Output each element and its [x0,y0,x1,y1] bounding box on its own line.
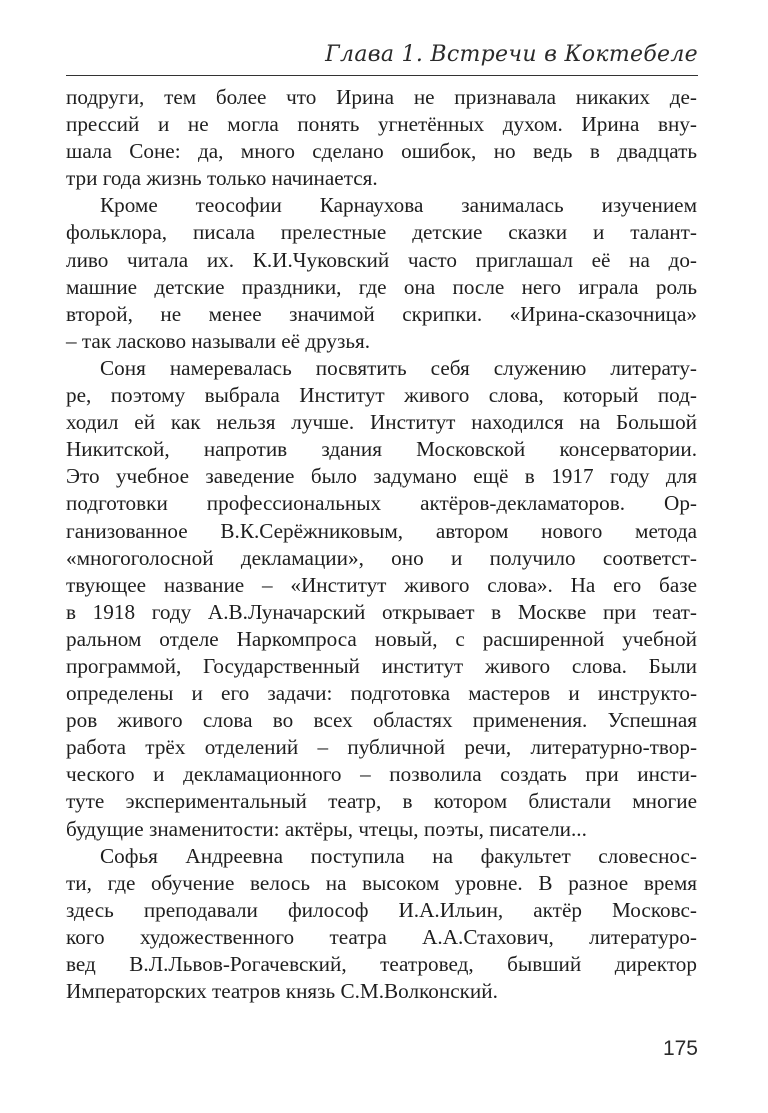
text-line: ре, поэтому выбрала Институт живого слова, который под- [66,383,697,408]
chapter-title: Глава 1. Встречи в Коктебеле [325,42,698,67]
text-line: фольклора, писала прелестные детские сказки и талант- [66,220,697,245]
text-line: – так ласково называли её друзья. [66,328,371,353]
text-line: Императорских театров князь С.М.Волконский. [66,979,498,1004]
text-line: будущие знаменитости: актёры, чтецы, поэты, писатели... [66,816,587,841]
body-text [66,84,697,1005]
paragraph [66,84,697,192]
text-line: кого художественного театра А.А.Стахович, литературо- [66,924,697,949]
header-rule [66,75,698,76]
text-line: программой, Государственный институт живого слова. Были [66,653,697,678]
text-line: Кроме теософии Карнаухова занималась изучением [100,193,697,218]
page-number: 175 [662,1037,698,1060]
text-line: вед В.Л.Львов-Рогачевский, театровед, бывший директор [66,952,697,976]
paragraph [66,843,697,1006]
paragraph [66,355,697,843]
text-line: прессий и не могла понять угнетённых духом. Ирина вну- [66,112,697,137]
text-line: подруги, тем более что Ирина не признавала никаких де- [66,85,697,109]
text-line: Софья Андреевна поступила на факультет словеснос- [100,843,697,868]
text-line: твующее название – «Институт живого слова». На его базе [66,572,697,597]
text-line: ров живого слова во всех областях применения. Успешная [66,708,697,733]
text-line: ходил ей как нельзя лучше. Институт находился на Большой [66,410,697,435]
text-line: ческого и декламационного – позволила создать при инсти- [66,762,697,787]
text-line: ганизованное В.К.Серёжниковым, автором нового метода [66,518,697,543]
text-line: Никитской, напротив здания Московской консерватории. [66,437,697,462]
text-line: определены и его задачи: подготовка мастеров и инструкто- [66,681,697,706]
text-line: работа трёх отделений – публичной речи, литературно-твор- [66,735,697,760]
paragraph [66,192,697,355]
text-line: здесь преподавали философ И.А.Ильин, актёр Московс- [66,897,697,922]
text-line: ливо читала их. К.И.Чуковский часто приглашал её на до- [66,247,697,272]
text-line: «многоголосной декламации», оно и получило соответст- [66,545,697,570]
text-line: в 1918 году А.В.Луначарский открывает в Москве при теат- [66,599,697,624]
text-line: ральном отделе Наркомпроса новый, с расширенной учебной [66,626,697,651]
text-line: ти, где обучение велось на высоком уровне. В разное время [66,870,697,895]
running-header [66,40,698,76]
text-line: подготовки профессиональных актёров-декламаторов. Ор- [66,491,697,516]
text-line: Соня намеревалась посвятить себя служению литерату- [100,355,697,380]
text-line: машние детские праздники, где она после него играла роль [66,274,697,299]
text-line: три года жизнь только начинается. [66,166,378,191]
text-line: шала Соне: да, много сделано ошибок, но ведь в двадцать [66,139,697,164]
text-line: Это учебное заведение было задумано ещё в 1917 году для [66,464,697,489]
text-line: второй, не менее значимой скрипки. «Ирина-сказочница» [66,301,697,326]
text-line: туте экспериментальный театр, в котором блистали многие [66,789,697,814]
